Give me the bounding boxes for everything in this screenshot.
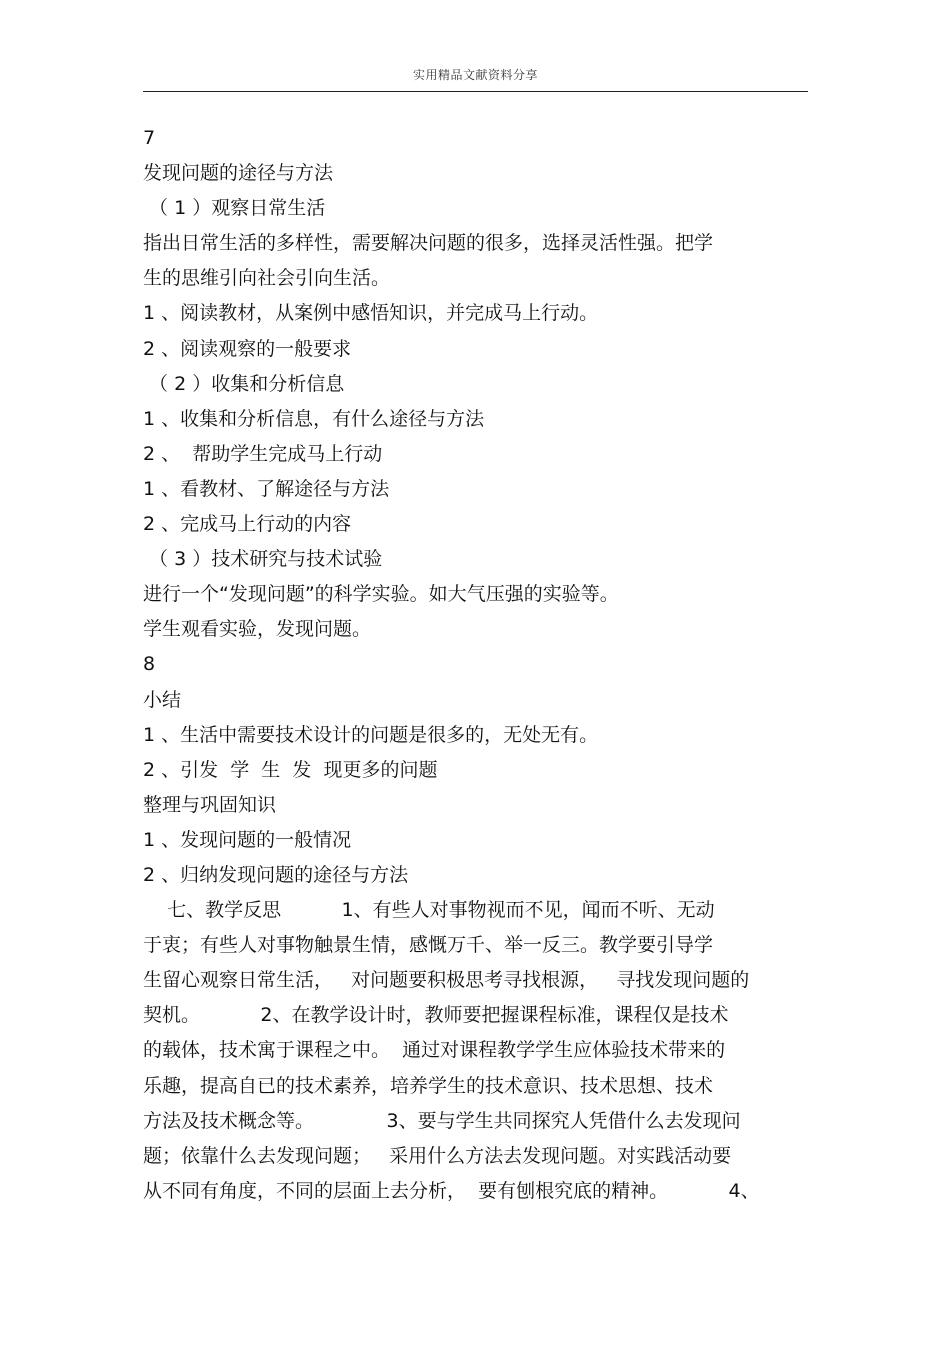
text-line: 生的思维引向社会引向生活。 — [143, 267, 391, 290]
reflection-line: 于衷；有些人对事物触景生情，感慨万千、举一反三。教学要引导学 — [143, 934, 714, 957]
text-line: 整理与巩固知识 — [143, 793, 277, 816]
subsection-heading: （ 3 ）技术研究与技术试验 — [143, 548, 383, 571]
list-item: 1 、看教材、了解途径与方法 — [143, 477, 390, 500]
reflection-paragraph — [143, 893, 808, 1209]
reflection-line: 生留心观察日常生活， 对问题要积极思考寻找根源， 寻找发现问题的 — [143, 969, 750, 992]
reflection-line: 的载体，技术寓于课程之中。 通过对课程教学学生应体验技术带来的 — [143, 1039, 726, 1062]
list-item: 2 、 帮助学生完成马上行动 — [143, 442, 383, 465]
subsection-heading: （ 2 ）收集和分析信息 — [143, 372, 345, 395]
subsection-heading: （ 1 ）观察日常生活 — [143, 197, 326, 220]
reflection-line: 题；依靠什么去发现问题； 采用什么方法去发现问题。对实践活动要 — [143, 1144, 732, 1167]
page-header: 实用精品文献资料分享 — [412, 68, 538, 82]
reflection-line: 乐趣，提高自已的技术素养，培养学生的技术意识、技术思想、技术 — [143, 1074, 714, 1097]
list-item: 2 、引发 学 生 发 现更多的问题 — [143, 758, 438, 781]
section-number: 8 — [143, 653, 156, 676]
section-title: 小结 — [143, 688, 182, 711]
reflection-line: 从不同有角度，不同的层面上去分析， 要有刨根究底的精神。 4、 — [143, 1179, 760, 1202]
list-item: 2 、阅读观察的一般要求 — [143, 337, 352, 360]
text-line: 学生观看实验，发现问题。 — [143, 618, 372, 641]
list-item: 1 、发现问题的一般情况 — [143, 828, 352, 851]
list-item: 1 、生活中需要技术设计的问题是很多的，无处无有。 — [143, 723, 599, 746]
header-rule — [143, 91, 808, 92]
reflection-line: 方法及技术概念等。 3、要与学生共同探究人凭借什么去发现问 — [143, 1109, 741, 1132]
text-line: 进行一个“发现问题”的科学实验。如大气压强的实验等。 — [143, 583, 619, 606]
section-title: 发现问题的途径与方法 — [143, 162, 334, 185]
reflection-line: 七、教学反思 1、有些人对事物视而不见，闻而不听、无动 — [143, 899, 715, 922]
list-item: 2 、完成马上行动的内容 — [143, 513, 352, 536]
list-item: 1 、收集和分析信息，有什么途径与方法 — [143, 407, 485, 430]
document-body — [143, 121, 808, 1209]
list-item: 2 、归纳发现问题的途径与方法 — [143, 863, 409, 886]
reflection-line: 契机。 2、在教学设计时，教师要把握课程标准，课程仅是技术 — [143, 1004, 729, 1027]
section-number: 7 — [143, 127, 156, 149]
text-line: 指出日常生活的多样性，需要解决问题的很多，选择灵活性强。把学 — [143, 232, 714, 255]
list-item: 1 、阅读教材，从案例中感悟知识，并完成马上行动。 — [143, 302, 599, 325]
